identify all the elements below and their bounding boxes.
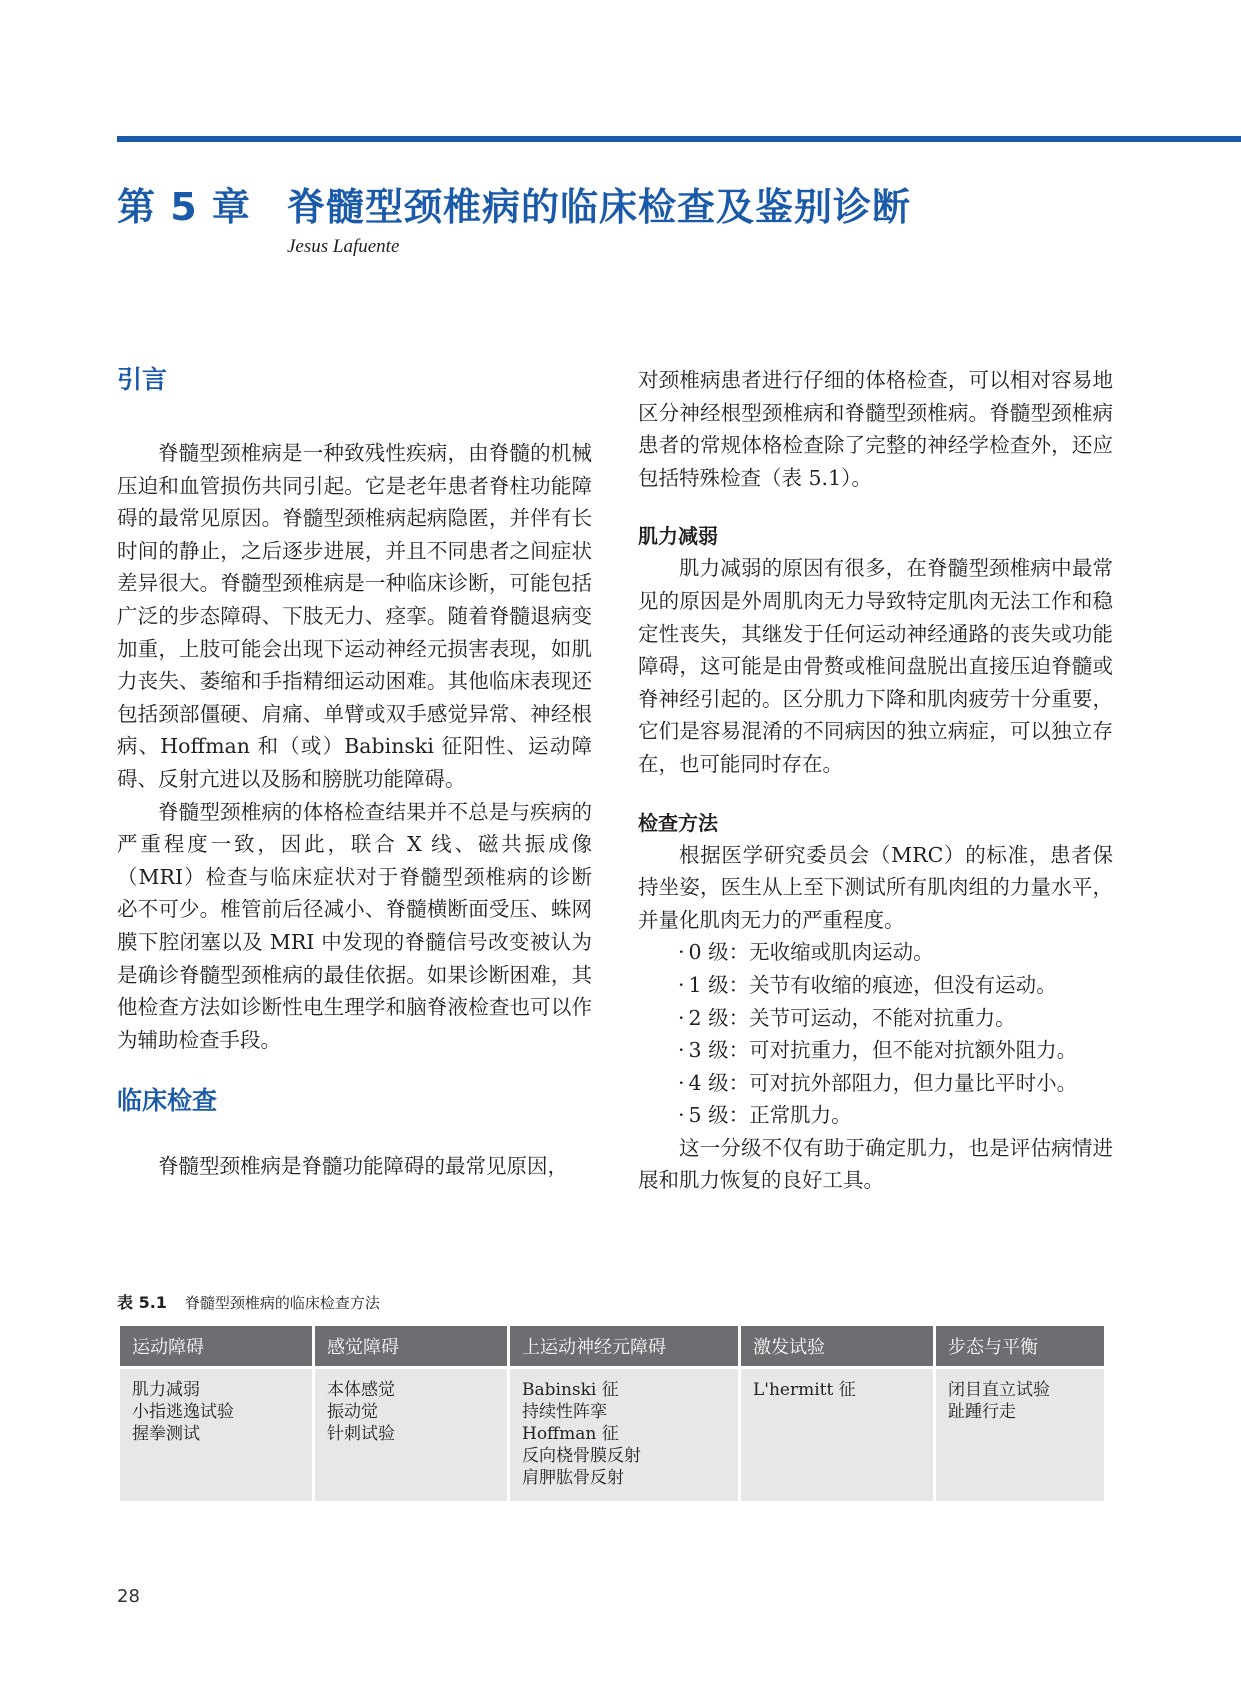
clinical-paragraph-cont: 对颈椎病患者进行仔细的体格检查，可以相对容易地区分神经根型颈椎病和脊髓型颈椎病。脊髓型颈椎病患者的常规体格检查除了完整的神经学检查外，还应包括特殊检查（表 5.1）。 [638, 368, 1113, 490]
table-cell-line: 持续性阵挛 [522, 1402, 607, 1422]
table-cell-line: 振动觉 [327, 1402, 378, 1422]
table-cell-line: 肩胛肱骨反射 [522, 1468, 624, 1488]
chapter-title [117, 176, 911, 231]
table-cell-line: 闭目直立试验 [948, 1380, 1050, 1400]
table-cell [120, 1369, 312, 1501]
grade-item: · 3 级：可对抗重力，但不能对抗额外阻力。 [678, 1034, 1113, 1067]
grade-item: · 0 级：无收缩或肌肉运动。 [678, 936, 1113, 969]
table-cell [315, 1369, 507, 1501]
table-header-cell: 上运动神经元障碍 [510, 1326, 738, 1369]
grade-item: · 2 级：关节可运动，不能对抗重力。 [678, 1002, 1113, 1035]
weakness-heading: 肌力减弱 [638, 524, 718, 549]
table-header-cell: 感觉障碍 [315, 1326, 507, 1369]
grade-list [638, 936, 1113, 1132]
method-heading: 检查方法 [638, 810, 718, 835]
right-column [638, 368, 1113, 1197]
table-row [120, 1369, 1104, 1501]
table-header-cell: 运动障碍 [120, 1326, 312, 1369]
table-cell-line: 反向桡骨膜反射 [522, 1446, 641, 1466]
clinical-paragraph-start: 脊髓型颈椎病是脊髓功能障碍的最常见原因， [158, 1154, 568, 1179]
table-cell-line: 小指逃逸试验 [132, 1402, 234, 1422]
intro-heading: 引言 [117, 365, 168, 394]
chapter-title-text: 脊髓型颈椎病的临床检查及鉴别诊断 [287, 185, 912, 229]
table-cell-line: 针刺试验 [327, 1424, 395, 1444]
table-cell-line: Babinski 征 [522, 1380, 619, 1400]
table-cell-line: 肌力减弱 [132, 1380, 200, 1400]
table-cell-line: 趾踵行走 [948, 1402, 1016, 1422]
intro-paragraph-2: 脊髓型颈椎病的体格检查结果并不总是与疾病的严重程度一致，因此，联合 X 线、磁共振成像（MRI）检查与临床症状对于脊髓型颈椎病的诊断必不可少。椎管前后径减小、脊髓横断面受压、蛛网膜下腔闭塞以及 MRI 中发现的脊髓信号改变被认为是确诊脊髓型颈椎病的最佳依据。如果诊断困难，其他检查方法如诊断性电生理学和脑脊液检查也可以作为辅助检查手段。 [117, 799, 592, 1052]
table-cell-line: L'hermitt 征 [753, 1380, 856, 1400]
grade-item: · 4 级：可对抗外部阻力，但力量比平时小。 [678, 1067, 1113, 1100]
chapter-number: 第 5 章 [117, 185, 251, 229]
closing-paragraph: 这一分级不仅有助于确定肌力，也是评估病情进展和肌力恢复的良好工具。 [638, 1135, 1113, 1193]
clinical-heading: 临床检查 [117, 1086, 218, 1116]
chapter-top-rule [117, 136, 1241, 142]
intro-paragraph-1: 脊髓型颈椎病是一种致残性疾病，由脊髓的机械压迫和血管损伤共同引起。它是老年患者脊柱功能障碍的最常见原因。脊髓型颈椎病起病隐匿，并伴有长时间的静止，之后逐步进展，并且不同患者之间症状差异很大。脊髓型颈椎病是一种临床诊断，可能包括广泛的步态障碍、下肢无力、痉挛。随着脊髓退病变加重，上肢可能会出现下运动神经元损害表现，如肌力丧失、萎缩和手指精细运动困难。其他临床表现还包括颈部僵硬、肩痛、单臂或双手感觉异常、神经根病、Hoffman 和（或）Babinski 征阳性、运动障碍、反射亢进以及肠和膀胱功能障碍。 [117, 441, 592, 791]
table-cell [510, 1369, 738, 1501]
table-cell-line: Hoffman 征 [522, 1424, 619, 1444]
grade-item: · 1 级：关节有收缩的痕迹，但没有运动。 [678, 969, 1113, 1002]
table-cell-line: 握拳测试 [132, 1424, 200, 1444]
table-label: 表 5.1 [117, 1293, 167, 1312]
author: Jesus Lafuente [287, 236, 400, 257]
weakness-paragraph: 肌力减弱的原因有很多，在脊髓型颈椎病中最常见的原因是外周肌肉无力导致特定肌肉无法工作和稳定性丧失，其继发于任何运动神经通路的丧失或功能障碍，这可能是由骨赘或椎间盘脱出直接压迫脊髓或脊神经引起的。区分肌力下降和肌肉疲劳十分重要，它们是容易混淆的不同病因的独立病症，可以独立存在，也可能同时存在。 [638, 556, 1113, 776]
table-cell [936, 1369, 1104, 1501]
table-header-cell: 步态与平衡 [936, 1326, 1104, 1369]
table-caption [117, 1290, 380, 1313]
exam-table [117, 1326, 1107, 1501]
page-number: 28 [117, 1586, 140, 1607]
table-cell [741, 1369, 933, 1501]
table-caption-text: 脊髓型颈椎病的临床检查方法 [184, 1294, 380, 1312]
grade-item: · 5 级：正常肌力。 [678, 1099, 1113, 1132]
table-header-row [120, 1326, 1104, 1369]
method-paragraph: 根据医学研究委员会（MRC）的标准，患者保持坐姿，医生从上至下测试所有肌肉组的力量水平，并量化肌肉无力的严重程度。 [638, 842, 1113, 932]
table-cell-line: 本体感觉 [327, 1380, 395, 1400]
table-header-cell: 激发试验 [741, 1326, 933, 1369]
left-column [117, 365, 592, 1183]
